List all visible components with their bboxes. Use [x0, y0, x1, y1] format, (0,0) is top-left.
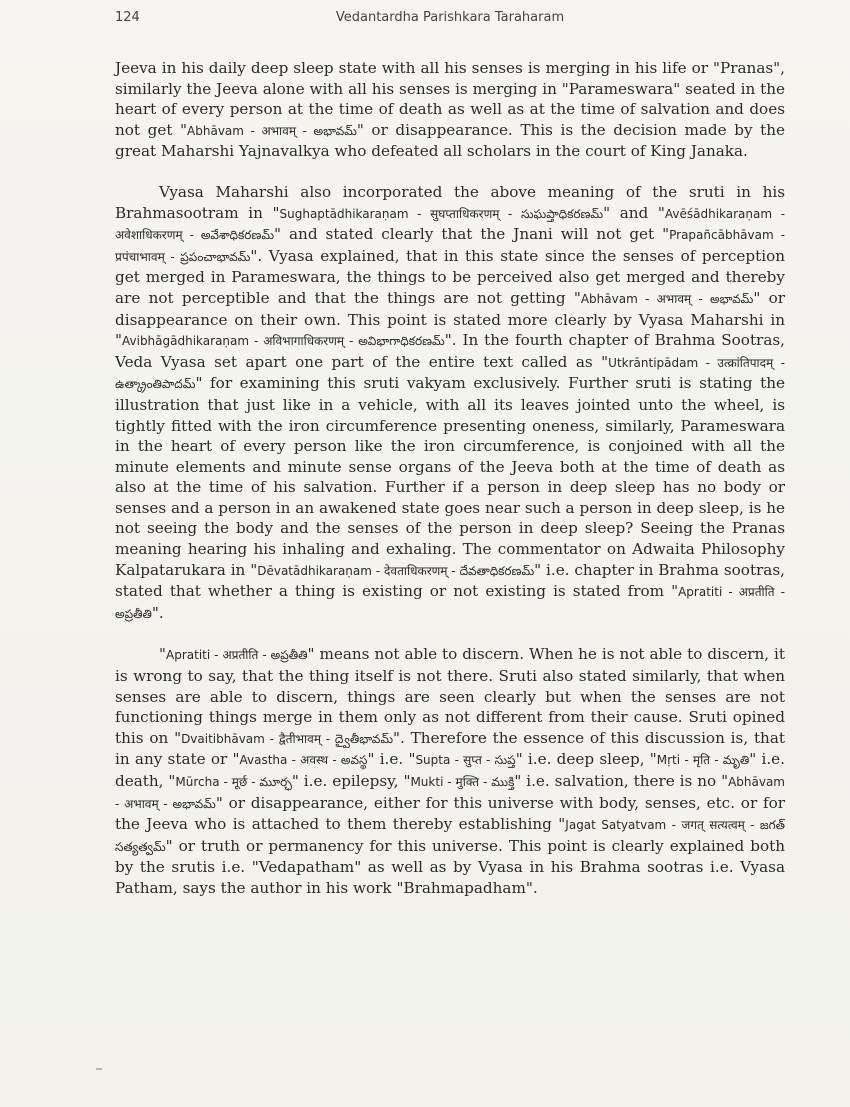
text-run: " and "	[603, 203, 665, 222]
margin-mark	[96, 1068, 102, 1070]
transliterated-term: Dēvatādhikaraṇam - देवताधिकरणम् - దేవతాధికరణమ్	[257, 563, 535, 578]
text-run: " i.e. chapter in Brahma sootras, stated that whether a thing is existing or not existing is stated from "	[115, 560, 785, 601]
text-run: ". Therefore the essence of this discussion is, that in any state or "	[115, 728, 785, 769]
transliterated-term: Avibhāgādhikaraṇam - अविभागाधिकरणम् - అవిభాగాధికరణమ్	[122, 334, 445, 349]
transliterated-term: Abhāvam - अभावम् - అభావమ్	[187, 123, 357, 138]
text-run: " means not able to discern. When he is not able to discern, it is wrong to say, that the thing itself is not there. Sruti also stated similarly, that when senses are able to discern, things are seen clearly but when the senses are not functioning things merge in them only as not different from their cause. Sruti opined this on "	[115, 645, 785, 747]
text-run: " i.e. "	[367, 750, 416, 769]
text-run: ".	[151, 603, 164, 622]
transliterated-term: Apratiti - अप्रतीति - అప్రతీతి	[166, 648, 308, 663]
text-run: " or disappearance on their own. This point is stated more clearly by Vyasa Maharshi in "	[115, 288, 786, 350]
transliterated-term: Mukti - मुक्ति - ముక్తి	[410, 775, 515, 789]
paragraph-2	[115, 182, 785, 624]
transliterated-term: Jagat Satyatvam - जगत् सत्यत्वम् - జగత్ సత్యత్వమ్	[115, 818, 786, 854]
text-run: ". In the fourth chapter of Brahma Sootras, Veda Vyasa set apart one part of the entire text called as "	[115, 331, 785, 371]
text-run: " i.e. salvation, there is no "	[514, 772, 729, 790]
body-text	[115, 58, 785, 919]
text-run: "	[159, 645, 166, 664]
transliterated-term: Avēśādhikaraṇam - अवेशाधिकरणम् - అవేశాధికరణమ్	[115, 206, 785, 243]
paragraph-1	[115, 58, 785, 162]
transliterated-term: Supta - सुप्त - సుప్త	[415, 753, 516, 768]
transliterated-term: Utkrāntipādam - उत्क्रांतिपादम् - ఉత్క్రాంతిపాదమ్	[115, 355, 785, 392]
paragraph-3	[115, 644, 785, 898]
transliterated-term: Prapañcābhāvam - प्रपंचाभावम् - ప్రపంచాభావమ్	[115, 228, 785, 264]
transliterated-term: Mūrcha - मूर्छ - మూర్ఛ	[175, 775, 292, 789]
text-run: " or disappearance, either for this universe with body, senses, etc. or for the Jeeva who is attached to them thereby establishing "	[115, 793, 786, 834]
text-run: Vyasa Maharshi also incorporated the above meaning of the sruti in his Brahmasootram in "	[115, 182, 785, 222]
running-title: Vedantardha Parishkara Taraharam	[335, 10, 565, 25]
transliterated-term: Abhāvam - अभावम् - అభావమ్	[115, 775, 785, 811]
text-run: ". Vyasa explained, that in this state since the senses of perception get merged in Parameswara, the things to be perceived also get merged and thereby are not perceptible and that the things are not getting "	[115, 246, 786, 307]
transliterated-term: Abhāvam - अभावम् - అభావమ్	[580, 291, 754, 306]
transliterated-term: Sughaptādhikaraṇam - सुघप्ताधिकरणम् - సుఘప్తాధికరణమ్	[279, 206, 604, 221]
transliterated-term: Mṛti - मृति - మృతి	[656, 753, 750, 768]
text-run: " or disappearance. This is the decision made by the great Maharshi Yajnavalkya who defeated all scholars in the court of King Janaka.	[115, 120, 786, 161]
text-run: " i.e. epilepsy, "	[291, 772, 411, 790]
text-run: " i.e. death, "	[115, 750, 785, 790]
text-run: Jeeva in his daily deep sleep state with all his senses is merging in his life or "Pranas", similarly the Jeeva alone with all his senses is merging in "Parameswara" seated in the heart of every person at the time of death as well as at the time of salvation and does not get "	[115, 59, 785, 139]
text-run: " for examining this sruti vakyam exclusively. Further sruti is stating the illustration that just like in a vehicle, with all its leaves jointed unto the wheel, is tightly fitted with the iron circumference presenting oneness, similarly, Parameswara in the heart of every person like the iron circumference, is conjoined with all the minute elements and minute sense organs of the Jeeva both at the time of death as also at the time of his salvation. Further if a person in deep sleep has no body or senses and a person in an awakened state goes near such a person in deep sleep, is he not seeing the body and the senses of the person in deep sleep? Seeing the Pranas meaning hearing his inhaling and exhaling. The commentator on Adwaita Philosophy Kalpatarukara in "	[115, 374, 785, 579]
text-run: " i.e. deep sleep, "	[515, 750, 657, 769]
page-header	[115, 10, 785, 30]
transliterated-term: Apratiti - अप्रतीति - అప్రతీతి	[115, 585, 785, 621]
transliterated-term: Avastha - अवस्थ - అవస్థ	[239, 753, 368, 768]
page-number: 124	[115, 10, 140, 25]
text-run: " or truth or permanency for this universe. This point is clearly explained both by the srutis i.e. "Vedapatham" as well as by Vyasa in his Brahma sootras i.e. Vyasa Patham, says the author in his work "Brahmapadham".	[115, 836, 785, 897]
transliterated-term: Dvaitibhāvam - द्वैतीभावम् - ద్వైతీభావమ్	[181, 731, 394, 746]
text-run: " and stated clearly that the Jnani will not get "	[274, 225, 670, 244]
